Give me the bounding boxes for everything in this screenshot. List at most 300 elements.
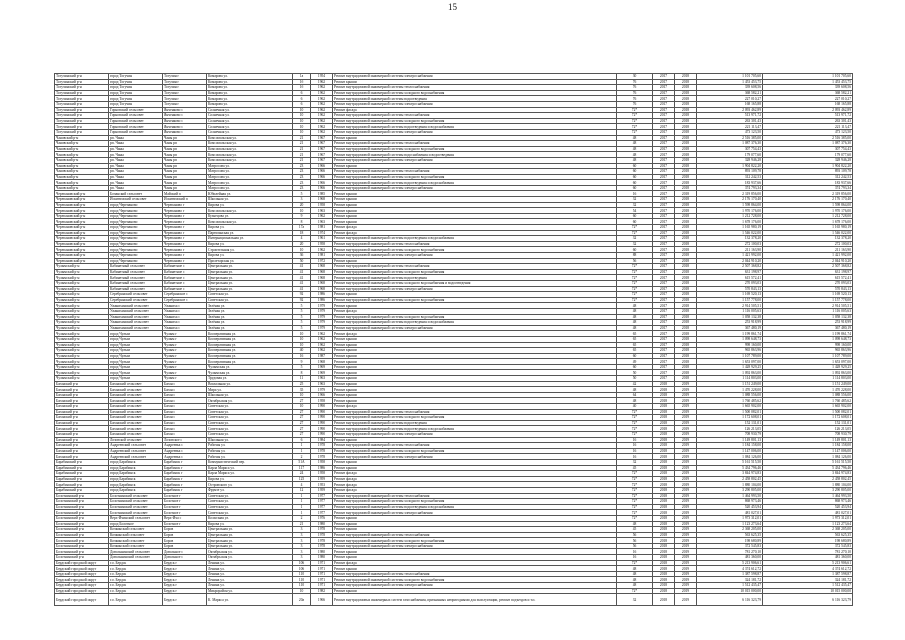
municipal-district-cell: Барабинский р-н bbox=[55, 482, 109, 488]
total-cost-cell: 1 678 176,00 bbox=[763, 219, 853, 225]
year-end-cell: 2019 bbox=[675, 415, 697, 421]
municipal-district-cell: Чановский р-н bbox=[55, 174, 109, 180]
year-built-cell: 1962 bbox=[311, 96, 333, 102]
total-cost-cell: 339 608,56 bbox=[763, 85, 853, 91]
street-cell: Зелёная ул. bbox=[207, 308, 293, 314]
work-type-cell: Ремонт внутридомовой инженерной системы теплоснабжения bbox=[333, 409, 617, 415]
year-end-cell: 2019 bbox=[675, 471, 697, 477]
work-type-cell: Ремонт крыши bbox=[333, 527, 617, 533]
year-end-cell: 2018 bbox=[675, 85, 697, 91]
year-built-cell: 1962 bbox=[311, 107, 333, 113]
street-cell: Солнечная ул. bbox=[207, 118, 293, 124]
total-cost-cell: 631 198,97 bbox=[763, 269, 853, 275]
year-end-cell: 2019 bbox=[675, 594, 697, 606]
locality-cell: Искитимский п bbox=[163, 197, 207, 203]
house-number-cell: 40 bbox=[293, 348, 311, 354]
year-built-cell: 1962 bbox=[311, 348, 333, 354]
year-built-cell: 1962 bbox=[311, 85, 333, 91]
street-cell: Центральная ул. bbox=[207, 269, 293, 275]
house-number-cell: 21 bbox=[293, 135, 311, 141]
year-start-cell: 2017 bbox=[653, 348, 675, 354]
year-end-cell: 2018 bbox=[675, 264, 697, 270]
year-start-cell: 2018 bbox=[653, 521, 675, 527]
house-number-cell: 1 bbox=[293, 504, 311, 510]
street-cell: Интернациональная ул. bbox=[207, 236, 293, 242]
house-number-cell: 2 bbox=[293, 454, 311, 460]
work-type-cell: Ремонт внутридомовой инженерной системы холодного водоснабжения bbox=[333, 146, 617, 152]
locality-cell: Чулым г bbox=[163, 336, 207, 342]
year-built-cell: 1978 bbox=[311, 527, 333, 533]
year-built-cell: 1978 bbox=[311, 454, 333, 460]
street-cell: Комарова ул. bbox=[207, 74, 293, 80]
house-number-cell: 10 bbox=[293, 118, 311, 124]
year-built-cell: 1962 bbox=[311, 342, 333, 348]
total-cost-cell: 1 169 520,13 bbox=[763, 292, 853, 298]
year-start-cell: 2018 bbox=[653, 527, 675, 533]
wear-percent-cell: 60 bbox=[617, 247, 653, 253]
work-type-cell: Ремонт крыши bbox=[333, 163, 617, 169]
locality-cell: Янченково с bbox=[163, 113, 207, 119]
cost-cell: 307 754,43 bbox=[697, 146, 763, 152]
house-number-cell: 10 bbox=[293, 129, 311, 135]
municipal-district-cell: Черепановский р-н bbox=[55, 236, 109, 242]
wear-percent-cell: 88 bbox=[617, 253, 653, 259]
house-number-cell: 4 bbox=[293, 482, 311, 488]
settlement-cell: город Чулым bbox=[109, 359, 163, 365]
total-cost-cell: 473 123,50 bbox=[763, 129, 853, 135]
street-cell: Кирова ул. bbox=[207, 225, 293, 231]
street-cell: Кирова ул. bbox=[207, 476, 293, 482]
street-cell: Мира ул. bbox=[207, 387, 293, 393]
street-cell: Школьная ул. bbox=[207, 437, 293, 443]
settlement-cell: Серебрянский сельсовет bbox=[109, 297, 163, 303]
year-built-cell: 1959 bbox=[311, 487, 333, 493]
settlement-cell: Болотнинский сельсовет bbox=[109, 493, 163, 499]
year-built-cell: 1986 bbox=[311, 465, 333, 471]
work-type-cell: Ремонт крыши bbox=[333, 79, 617, 85]
work-type-cell: Ремонт внутридомовой инженерной системы холодного водоснабжения bbox=[333, 247, 617, 253]
cost-cell: 1 151 249,00 bbox=[697, 381, 763, 387]
locality-cell: Черепаново г bbox=[163, 236, 207, 242]
municipal-district-cell: Чановский р-н bbox=[55, 180, 109, 186]
year-start-cell: 2018 bbox=[653, 415, 675, 421]
cost-cell: 1 157 778,00 bbox=[697, 297, 763, 303]
year-start-cell: 2018 bbox=[653, 543, 675, 549]
municipal-district-cell: Чановский р-н bbox=[55, 169, 109, 175]
municipal-district-cell: Болотнинский р-н bbox=[55, 555, 109, 561]
settlement-cell: рп. Чаны bbox=[109, 152, 163, 158]
work-type-cell: Ремонт внутридомовой инженерной системы электроснабжения bbox=[333, 454, 617, 460]
work-type-cell: Ремонт крыши bbox=[333, 521, 617, 527]
work-type-cell: Ремонт крыши bbox=[333, 437, 617, 443]
settlement-cell: рп. Чаны bbox=[109, 141, 163, 147]
year-start-cell: 2017 bbox=[653, 342, 675, 348]
locality-cell: Тогучин г bbox=[163, 101, 207, 107]
year-built-cell: 1979 bbox=[311, 325, 333, 331]
house-number-cell: 41 bbox=[293, 280, 311, 286]
year-built-cell: 1962 bbox=[311, 331, 333, 337]
house-number-cell: 18 bbox=[293, 230, 311, 236]
cost-cell: 868 973,46 bbox=[697, 499, 763, 505]
street-cell: Микрорайон ул. bbox=[207, 588, 293, 594]
total-cost-cell: 1 147 006,00 bbox=[763, 448, 853, 454]
total-cost-cell: 1 058 132,38 bbox=[763, 314, 853, 320]
work-type-cell: Ремонт фасада bbox=[333, 487, 617, 493]
house-number-cell: 23 bbox=[293, 174, 311, 180]
year-built-cell: 1978 bbox=[311, 448, 333, 454]
year-start-cell: 2018 bbox=[653, 476, 675, 482]
settlement-cell: Горновский сельсовет bbox=[109, 107, 163, 113]
house-number-cell: 110 bbox=[293, 577, 311, 583]
year-built-cell: 1977 bbox=[311, 499, 333, 505]
locality-cell: Тогучин г bbox=[163, 90, 207, 96]
settlement-cell: Болотнинский сельсовет bbox=[109, 499, 163, 505]
settlement-cell: Ужанихинский сельсовет bbox=[109, 320, 163, 326]
wear-percent-cell: 60 bbox=[617, 174, 653, 180]
total-cost-cell: 1 904 822,20 bbox=[763, 163, 853, 169]
total-cost-cell: 1 116 005,63 bbox=[763, 308, 853, 314]
municipal-district-cell: Бердский городской округ bbox=[55, 577, 109, 583]
year-end-cell: 2018 bbox=[675, 101, 697, 107]
settlement-cell: город Черепаново bbox=[109, 225, 163, 231]
wear-percent-cell: 64 bbox=[617, 392, 653, 398]
year-built-cell: 1974 bbox=[311, 230, 333, 236]
year-start-cell: 2018 bbox=[653, 487, 675, 493]
year-end-cell: 2018 bbox=[675, 197, 697, 203]
wear-percent-cell: 56 bbox=[617, 532, 653, 538]
municipal-district-cell: Чановский р-н bbox=[55, 157, 109, 163]
total-cost-cell: 563 625,35 bbox=[763, 532, 853, 538]
total-cost-cell: 481 027,01 bbox=[763, 510, 853, 516]
wear-percent-cell: 72* bbox=[617, 297, 653, 303]
house-number-cell: 10 bbox=[293, 113, 311, 119]
locality-cell: Чаны рп bbox=[163, 146, 207, 152]
settlement-cell: город Черепаново bbox=[109, 241, 163, 247]
street-cell: Центральная ул. bbox=[207, 275, 293, 281]
year-end-cell: 2018 bbox=[675, 191, 697, 197]
total-cost-cell: 1 107 789,00 bbox=[763, 353, 853, 359]
municipal-district-cell: Черепановский р-н bbox=[55, 247, 109, 253]
year-end-cell: 2018 bbox=[675, 230, 697, 236]
total-cost-cell: 328 946,28 bbox=[763, 157, 853, 163]
year-start-cell: 2017 bbox=[653, 275, 675, 281]
year-start-cell: 2017 bbox=[653, 376, 675, 382]
house-number-cell: 1 bbox=[293, 510, 311, 516]
year-built-cell: 1978 bbox=[311, 538, 333, 544]
street-cell: Центральная ул. bbox=[207, 543, 293, 549]
year-end-cell: 2018 bbox=[675, 118, 697, 124]
wear-percent-cell: 72* bbox=[617, 471, 653, 477]
street-cell: Зелёная ул. bbox=[207, 303, 293, 309]
house-number-cell: 1а bbox=[293, 74, 311, 80]
cost-cell: 1 087 376,30 bbox=[697, 141, 763, 147]
year-end-cell: 2018 bbox=[675, 180, 697, 186]
year-start-cell: 2017 bbox=[653, 113, 675, 119]
work-type-cell: Ремонт фасада bbox=[333, 308, 617, 314]
house-number-cell: 23 bbox=[293, 180, 311, 186]
municipal-district-cell: Баганский р-н bbox=[55, 387, 109, 393]
house-number-cell: 41 bbox=[293, 286, 311, 292]
year-start-cell: 2017 bbox=[653, 253, 675, 259]
wear-percent-cell: 45 bbox=[617, 527, 653, 533]
municipal-district-cell: Черепановский р-н bbox=[55, 253, 109, 259]
municipal-district-cell: Тогучинский р-н bbox=[55, 129, 109, 135]
year-built-cell: 1978 bbox=[311, 532, 333, 538]
total-cost-cell: 1 500 082,01 bbox=[763, 409, 853, 415]
year-end-cell: 2018 bbox=[675, 74, 697, 80]
wear-percent-cell: 72* bbox=[617, 504, 653, 510]
wear-percent-cell: 50 bbox=[617, 370, 653, 376]
locality-cell: Чулым г bbox=[163, 348, 207, 354]
municipal-district-cell: Тогучинский р-н bbox=[55, 101, 109, 107]
settlement-cell: Лозовской сельсовет bbox=[109, 437, 163, 443]
year-end-cell: 2019 bbox=[675, 448, 697, 454]
year-built-cell: 1967 bbox=[311, 135, 333, 141]
year-start-cell: 2017 bbox=[653, 202, 675, 208]
locality-cell: Янченково с bbox=[163, 118, 207, 124]
total-cost-cell: 1 598 864,00 bbox=[763, 202, 853, 208]
street-cell: Октябрьская ул. bbox=[207, 555, 293, 561]
work-type-cell: Ремонт внутридомовой инженерной системы электроснабжения bbox=[333, 157, 617, 163]
year-built-cell: 1986 bbox=[311, 297, 333, 303]
municipal-district-cell: Чулымский р-н bbox=[55, 269, 109, 275]
wear-percent-cell: 60 bbox=[617, 169, 653, 175]
year-end-cell: 2019 bbox=[675, 571, 697, 577]
street-cell: Комсомольская ул. bbox=[207, 141, 293, 147]
year-end-cell: 2019 bbox=[675, 482, 697, 488]
total-cost-cell: 1 123 273,64 bbox=[763, 521, 853, 527]
total-cost-cell: 2 914 505,51 bbox=[763, 303, 853, 309]
wear-percent-cell: 72* bbox=[617, 409, 653, 415]
settlement-cell: город Черепаново bbox=[109, 247, 163, 253]
locality-cell: Бердск г bbox=[163, 566, 207, 572]
cost-cell: 1 665 902,00 bbox=[697, 404, 763, 410]
street-cell: Трудовая ул. bbox=[207, 376, 293, 382]
year-start-cell: 2018 bbox=[653, 459, 675, 465]
year-end-cell: 2018 bbox=[675, 331, 697, 337]
year-end-cell: 2018 bbox=[675, 219, 697, 225]
municipal-district-cell: Чулымский р-н bbox=[55, 353, 109, 359]
total-cost-cell: 253 918,99 bbox=[763, 320, 853, 326]
municipal-district-cell: Бердский городской округ bbox=[55, 588, 109, 594]
work-type-cell: Ремонт крыши bbox=[333, 342, 617, 348]
settlement-cell: Баганский сельсовет bbox=[109, 381, 163, 387]
house-number-cell: 1 bbox=[293, 443, 311, 449]
locality-cell: Чаны рп bbox=[163, 174, 207, 180]
cost-cell: 570 843,13 bbox=[697, 286, 763, 292]
settlement-cell: город Тогучин bbox=[109, 85, 163, 91]
municipal-district-cell: Болотнинский р-н bbox=[55, 510, 109, 516]
settlement-cell: Болотнинский сельсовет bbox=[109, 504, 163, 510]
wear-percent-cell: 16 bbox=[617, 443, 653, 449]
street-cell: Центральная ул. bbox=[207, 538, 293, 544]
year-end-cell: 2018 bbox=[675, 124, 697, 130]
street-cell: Октябрьская ул. bbox=[207, 398, 293, 404]
total-cost-cell: 168 165,88 bbox=[763, 101, 853, 107]
total-cost-cell: 1 665 902,00 bbox=[763, 404, 853, 410]
work-type-cell: Ремонт внутридомовой инженерной системы электроснабжения bbox=[333, 432, 617, 438]
municipal-district-cell: Чулымский р-н bbox=[55, 342, 109, 348]
locality-cell: Тогучин г bbox=[163, 85, 207, 91]
cost-cell: 1 500 082,01 bbox=[697, 409, 763, 415]
house-number-cell: 92 bbox=[293, 292, 311, 298]
work-type-cell: Ремонт внутридомовой инженерной системы теплоснабжения bbox=[333, 532, 617, 538]
settlement-cell: город Черепаново bbox=[109, 253, 163, 259]
year-end-cell: 2019 bbox=[675, 454, 697, 460]
cost-cell: 372 545,83 bbox=[697, 543, 763, 549]
work-type-cell: Ремонт внутридомовой инженерной системы теплоснабжения bbox=[333, 113, 617, 119]
wear-percent-cell: 48 bbox=[617, 387, 653, 393]
cost-cell: 1 149 801,13 bbox=[697, 437, 763, 443]
street-cell: Центральная ул. bbox=[207, 527, 293, 533]
settlement-cell: рп. Чаны bbox=[109, 185, 163, 191]
municipal-district-cell: Чановский р-н bbox=[55, 146, 109, 152]
house-number-cell: 35 bbox=[293, 387, 311, 393]
wear-percent-cell: 72* bbox=[617, 264, 653, 270]
wear-percent-cell: 72* bbox=[617, 269, 653, 275]
settlement-cell: Ужанихинский сельсовет bbox=[109, 303, 163, 309]
total-cost-cell: 520 453,94 bbox=[763, 504, 853, 510]
house-number-cell: 3 bbox=[293, 197, 311, 203]
year-end-cell: 2019 bbox=[675, 493, 697, 499]
wear-percent-cell: 16 bbox=[617, 549, 653, 555]
year-start-cell: 2017 bbox=[653, 264, 675, 270]
municipal-district-cell: Чулымский р-н bbox=[55, 275, 109, 281]
municipal-district-cell: Чулымский р-н bbox=[55, 297, 109, 303]
work-type-cell: Ремонт крыши bbox=[333, 135, 617, 141]
year-end-cell: 2018 bbox=[675, 342, 697, 348]
year-start-cell: 2018 bbox=[653, 454, 675, 460]
street-cell: Матросова ул. bbox=[207, 169, 293, 175]
year-built-cell: 1990 bbox=[311, 404, 333, 410]
year-end-cell: 2019 bbox=[675, 527, 697, 533]
locality-cell: Черепаново г bbox=[163, 225, 207, 231]
municipal-district-cell: Болотнинский р-н bbox=[55, 543, 109, 549]
year-end-cell: 2019 bbox=[675, 426, 697, 432]
year-end-cell: 2019 bbox=[675, 404, 697, 410]
street-cell: Фрунзе ул. bbox=[207, 487, 293, 493]
cost-cell: 1 973 312,01 bbox=[697, 515, 763, 521]
year-start-cell: 2017 bbox=[653, 364, 675, 370]
house-number-cell: 11 bbox=[293, 376, 311, 382]
cost-cell: 1 098 648,73 bbox=[697, 336, 763, 342]
year-built-cell: 1979 bbox=[311, 303, 333, 309]
year-built-cell: 1984 bbox=[311, 437, 333, 443]
year-built-cell: 1967 bbox=[311, 157, 333, 163]
year-start-cell: 2017 bbox=[653, 303, 675, 309]
year-start-cell: 2017 bbox=[653, 236, 675, 242]
total-cost-cell: 307 754,43 bbox=[763, 146, 853, 152]
year-start-cell: 2017 bbox=[653, 258, 675, 264]
settlement-cell: город Чулым bbox=[109, 342, 163, 348]
cost-cell: 1 172 608,01 bbox=[697, 415, 763, 421]
cost-cell: 5 161 515,50 bbox=[697, 459, 763, 465]
municipal-district-cell: Черепановский р-н bbox=[55, 219, 109, 225]
wear-percent-cell: 48 bbox=[617, 577, 653, 583]
year-start-cell: 2017 bbox=[653, 152, 675, 158]
house-number-cell: 20 bbox=[293, 241, 311, 247]
year-built-cell: 1962 bbox=[311, 79, 333, 85]
house-number-cell: 23 bbox=[293, 169, 311, 175]
year-start-cell: 2018 bbox=[653, 426, 675, 432]
municipal-district-cell: Тогучинский р-н bbox=[55, 79, 109, 85]
year-start-cell: 2018 bbox=[653, 420, 675, 426]
locality-cell: Бердск г bbox=[163, 588, 207, 594]
house-number-cell: 6 bbox=[293, 96, 311, 102]
year-start-cell: 2018 bbox=[653, 471, 675, 477]
house-number-cell: 10 bbox=[293, 208, 311, 214]
locality-cell: Болотное г bbox=[163, 504, 207, 510]
cost-cell: 1 199 861,74 bbox=[697, 331, 763, 337]
settlement-cell: город Чулым bbox=[109, 370, 163, 376]
page-number: 15 bbox=[448, 2, 457, 12]
year-built-cell: 1962 bbox=[311, 90, 333, 96]
cost-cell: 1 428 929,25 bbox=[697, 364, 763, 370]
year-end-cell: 2019 bbox=[675, 538, 697, 544]
work-type-cell: Ремонт внутридомовой инженерной системы водоотведения bbox=[333, 275, 617, 281]
locality-cell: Тогучин г bbox=[163, 74, 207, 80]
municipal-district-cell: Чулымский р-н bbox=[55, 370, 109, 376]
year-start-cell: 2017 bbox=[653, 297, 675, 303]
total-cost-cell: 868 973,46 bbox=[763, 499, 853, 505]
house-number-cell: 21 bbox=[293, 141, 311, 147]
year-start-cell: 2018 bbox=[653, 594, 675, 606]
locality-cell: Чаны рп bbox=[163, 163, 207, 169]
settlement-cell: рп. Чаны bbox=[109, 157, 163, 163]
settlement-cell: город Тогучин bbox=[109, 101, 163, 107]
locality-cell: Чулым г bbox=[163, 370, 207, 376]
municipal-district-cell: Черепановский р-н bbox=[55, 213, 109, 219]
settlement-cell: город Тогучин bbox=[109, 74, 163, 80]
year-built-cell: 1990 bbox=[311, 432, 333, 438]
cost-cell: 708 930,79 bbox=[697, 432, 763, 438]
total-cost-cell: 1 151 249,00 bbox=[763, 381, 853, 387]
total-cost-cell: 152 131,01 bbox=[763, 420, 853, 426]
cost-cell: 2 507 368,82 bbox=[697, 264, 763, 270]
wear-percent-cell: 16 bbox=[617, 191, 653, 197]
wear-percent-cell: 76 bbox=[617, 79, 653, 85]
year-end-cell: 2018 bbox=[675, 185, 697, 191]
wear-percent-cell: 50 bbox=[617, 376, 653, 382]
year-start-cell: 2017 bbox=[653, 101, 675, 107]
street-cell: Колхозная ул. bbox=[207, 515, 293, 521]
locality-cell: Боров bbox=[163, 527, 207, 533]
year-built-cell: 1986 bbox=[311, 292, 333, 298]
year-built-cell: 1968 bbox=[311, 280, 333, 286]
year-end-cell: 2018 bbox=[675, 269, 697, 275]
year-start-cell: 2017 bbox=[653, 320, 675, 326]
work-type-cell: Ремонт внутридомовой инженерной системы холодного водоснабжения bbox=[333, 415, 617, 421]
house-number-cell: 10 bbox=[293, 107, 311, 113]
year-built-cell: 1963 bbox=[311, 376, 333, 382]
locality-cell: Андреевка с bbox=[163, 448, 207, 454]
year-start-cell: 2017 bbox=[653, 331, 675, 337]
capital-repair-register-table-wrap bbox=[54, 73, 852, 606]
year-built-cell: 1971 bbox=[311, 571, 333, 577]
house-number-cell: 10 bbox=[293, 247, 311, 253]
table-body bbox=[55, 74, 853, 606]
settlement-cell: г.о. Бердск bbox=[109, 566, 163, 572]
municipal-district-cell: Чановский р-н bbox=[55, 185, 109, 191]
wear-percent-cell: 48 bbox=[617, 398, 653, 404]
house-number-cell: 21 bbox=[293, 152, 311, 158]
settlement-cell: Баганский сельсовет bbox=[109, 432, 163, 438]
settlement-cell: город Барабинск bbox=[109, 459, 163, 465]
cost-cell: 563 625,35 bbox=[697, 532, 763, 538]
total-cost-cell: 1 199 861,74 bbox=[763, 331, 853, 337]
cost-cell: 2 914 505,51 bbox=[697, 303, 763, 309]
work-type-cell: Ремонт фасада bbox=[333, 476, 617, 482]
